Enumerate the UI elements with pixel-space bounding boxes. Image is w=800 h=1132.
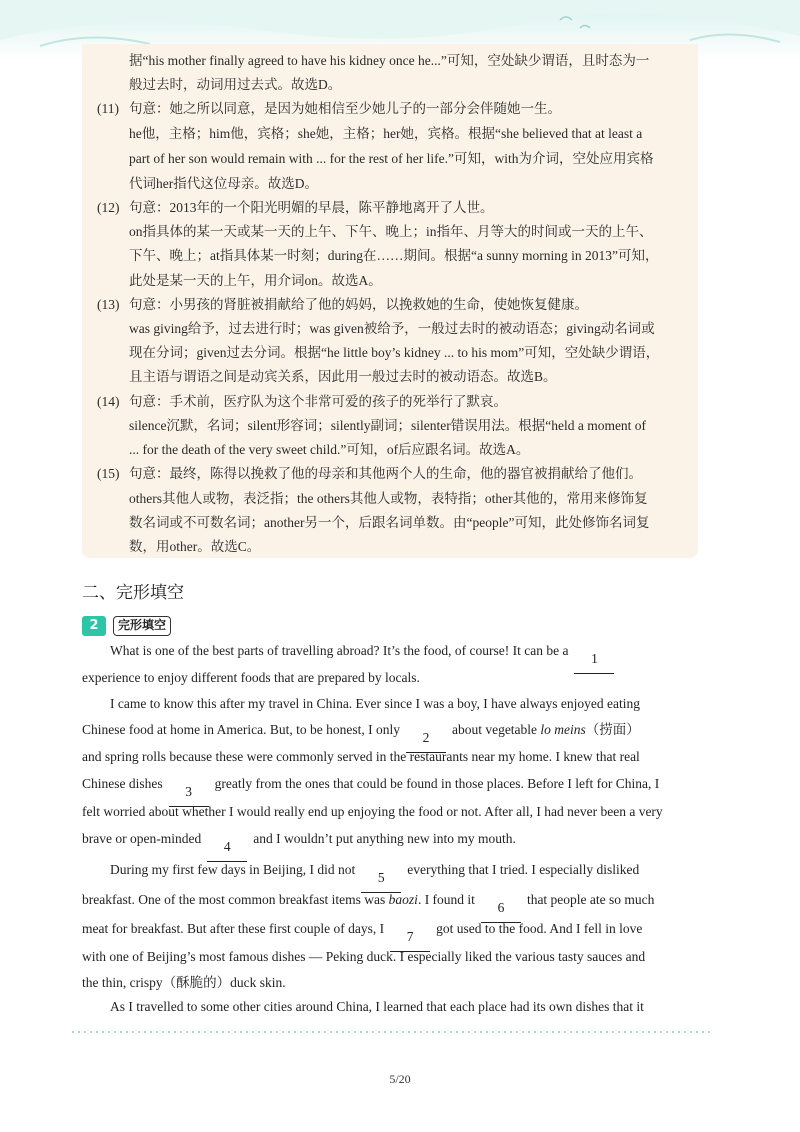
passage-line: and spring rolls because these were commonly served in the restaurants near my home. I knew that real [82,749,640,764]
item-title: 句意：最终，陈得以挽救了他的母亲和其他两个人的生命，他的器官被捐献给了他们。 [129,466,642,481]
item-title: 句意：小男孩的肾脏被捐献给了他的妈妈，以挽救她的生命，使她恢复健康。 [129,297,588,312]
answer-line: 且主语与谓语之间是动宾关系，因此用一般过去时的被动语态。故选B。 [129,369,557,384]
text-run: . I found it [417,892,475,907]
text-run: breakfast. One of the most common breakfast items was [82,892,389,907]
answer-line: was giving给予，过去进行时；was given被给予，一般过去时的被动语态；giving动名词或 [129,321,655,336]
blank-2: 2 [406,730,446,753]
item-number: (15) [97,466,120,481]
item-title: 句意：手术前，医疗队为这个非常可爱的孩子的死举行了默哀。 [129,394,507,409]
item-title: 句意：她之所以同意，是因为她相信至少她儿子的一部分会伴随她一生。 [129,101,561,116]
passage-line [82,891,654,923]
item-number: (11) [97,101,119,116]
answer-line: ... for the death of the very sweet child.”可知，of后应跟名词。故选A。 [129,442,530,457]
text-run: brave or open-minded [82,831,202,846]
passage-line: with one of Beijing’s most famous dishes — Peking duck. I especially liked the various tasty sauces and [82,949,646,964]
answer-line: on指具体的某一天或某一天的上午、下午、晚上；in指年、月等大的时间或一天的上午、 [129,224,653,239]
text-run: everything that I tried. I especially disliked [407,862,640,877]
text-run: What is one of the best parts of travelling abroad? It’s the food, of course! It can be a [110,643,569,658]
blank-3: 3 [169,784,209,807]
footer-divider [70,1031,710,1033]
answer-line: he他，主格；him他，宾格；she她，主格；her她，宾格。根据“she believed that at least a [129,126,643,141]
blank-7: 7 [390,929,430,952]
passage-line [82,830,516,862]
answer-line: 数，用other。故选C。 [129,539,261,554]
answer-line: 般过去时，动词用过去式。故选D。 [129,77,342,92]
answer-item-15 [97,465,642,483]
blank-6: 6 [481,900,521,923]
text-run: meat for breakfast. But after these first couple of days, I [82,921,385,936]
passage-line: the thin, crispy（酥脆的）duck skin. [82,975,286,990]
blank-4: 4 [207,839,247,862]
answer-line: 现在分词；given过去分词。根据“he little boy’s kidney ... to his mom”可知，空处缺少谓语， [129,345,660,360]
item-number: (14) [97,394,120,409]
text-run: During my first few days in Beijing, I did not [110,862,356,877]
passage-line [110,861,639,893]
text-run: Chinese food at home in America. But, to be honest, I only [82,722,400,737]
text-run: and I wouldn’t put anything new into my mouth. [253,831,516,846]
blank-1: 1 [574,651,614,674]
answer-line: 据“his mother finally agreed to have his kidney once he...”可知，空处缺少谓语，且时态为一 [129,53,650,68]
text-run: about vegetable [451,722,541,737]
page-number: 5/20 [389,1072,411,1086]
question-type-label: 完形填空 [113,616,171,636]
italic-term: baozi [388,892,418,907]
italic-term: lo meins [540,722,586,737]
answer-line: others其他人或物，表泛指；the others其他人或物，表特指；other其他的，常用来修饰复 [129,491,648,506]
text-run: Chinese dishes [82,776,163,791]
text-run: that people ate so much [526,892,655,907]
answer-item-13 [97,296,588,314]
item-number: (13) [97,297,120,312]
answer-line: 下午、晚上；at指具体某一时刻；during在……期间。根据“a sunny morning in 2013”可知， [129,248,659,263]
answer-item-14 [97,393,507,411]
text-run: got used to the food. And I fell in love [436,921,643,936]
item-title: 句意：2013年的一个阳光明媚的早晨，陈平静地离开了人世。 [129,200,494,215]
passage-line: experience to enjoy different foods that are prepared by locals. [82,670,420,685]
answer-item-11 [97,100,561,118]
answer-line: 此处是某一天的上午，用介词on。故选A。 [129,273,382,288]
text-run: （捞面） [585,722,640,737]
blank-5: 5 [361,870,401,893]
item-number: (12) [97,200,120,215]
passage-line: As I travelled to some other cities around China, I learned that each place had its own dishes that it [110,999,644,1014]
passage-line: felt worried about whether I would really end up enjoying the food or not. After all, I had never been a very [82,804,663,819]
answer-line: 代词her指代这位母亲。故选D。 [129,176,318,191]
answer-item-12 [97,199,494,217]
question-number-badge: 2 [82,616,106,636]
passage-line: I came to know this after my travel in China. Ever since I was a boy, I have always enjoyed eating [110,696,640,711]
answer-line: silence沉默，名词；silent形容词；silently副词；silenter错误用法。根据“held a moment of [129,418,647,433]
text-run: greatly from the ones that could be found in those places. Before I left for China, I [214,776,660,791]
answer-line: part of her son would remain with ... for the rest of her life.”可知，with为介词，空处应用宾格 [129,151,654,166]
section-title: 二、完形填空 [82,583,184,603]
answer-line: 数名词或不可数名词；another另一个，后跟名词单数。由“people”可知，此处修饰名词复 [129,515,650,530]
